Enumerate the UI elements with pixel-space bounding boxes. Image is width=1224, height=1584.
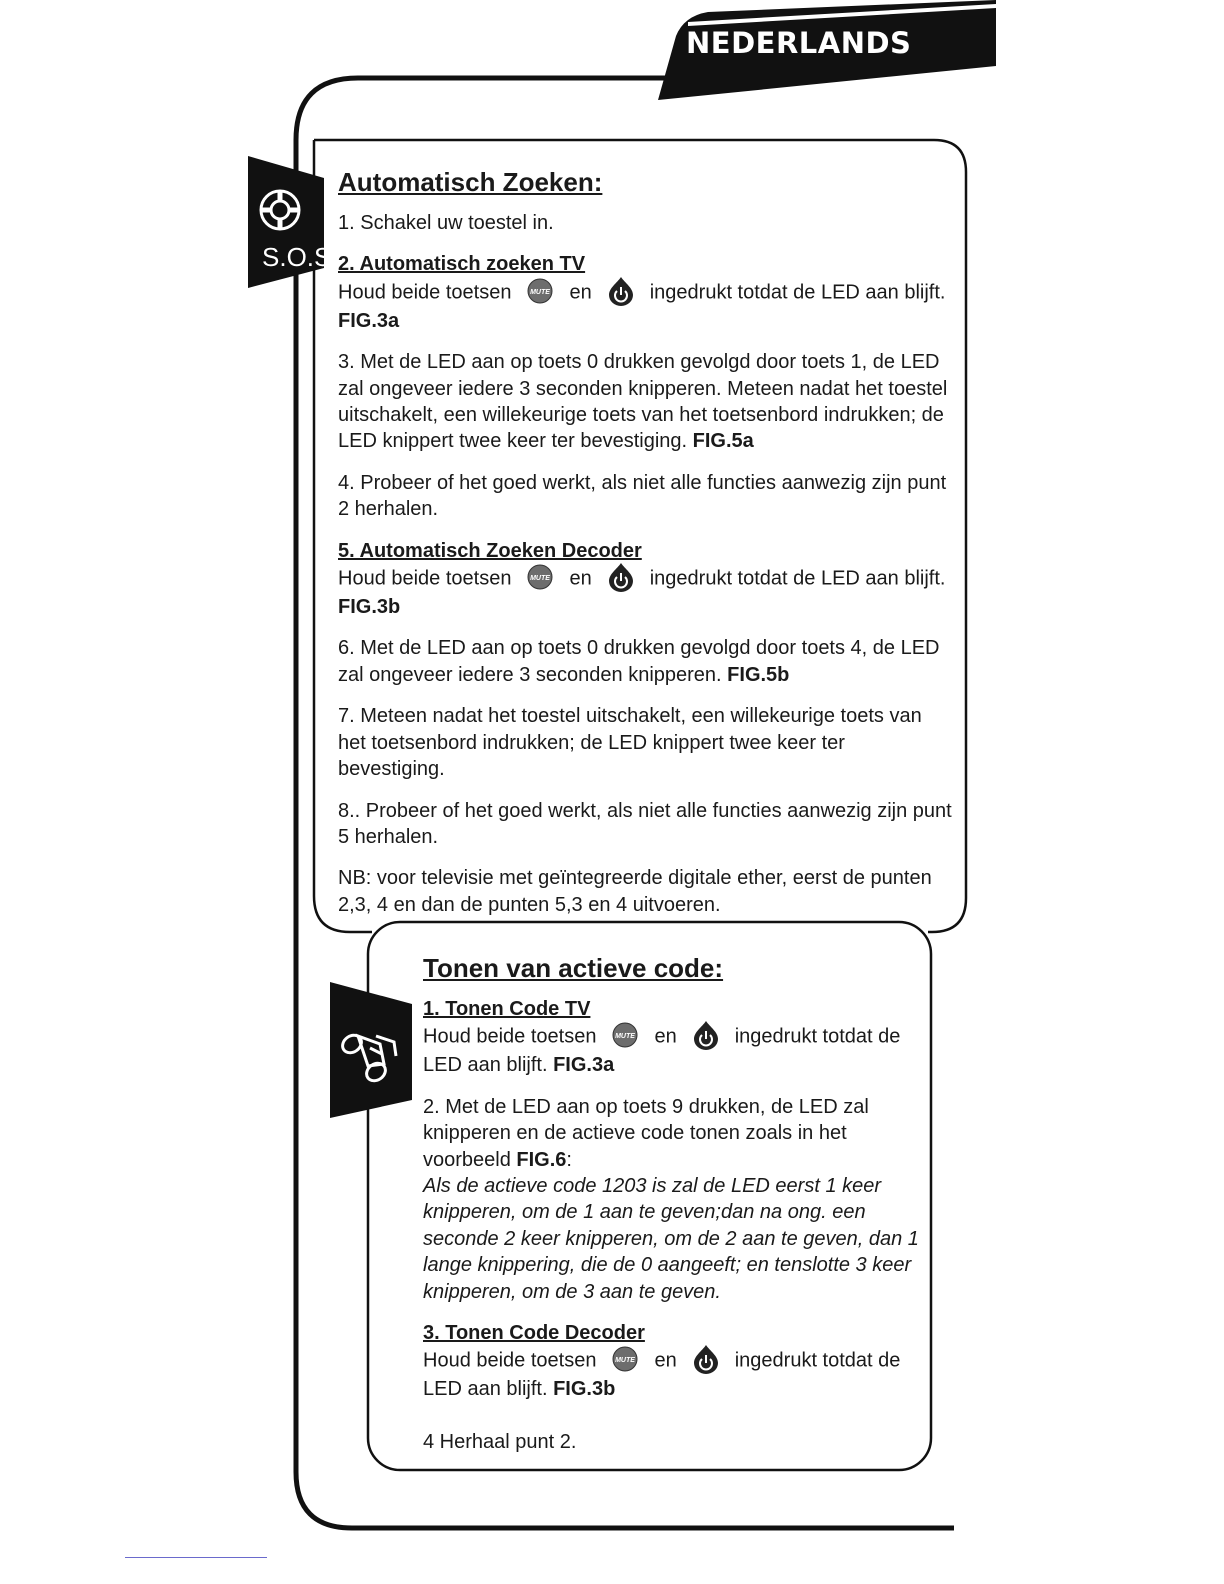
auto-search-step5-text-c: ingedrukt totdat de LED aan blijft. — [649, 567, 946, 590]
mute-button-label: MUTE — [615, 1033, 636, 1041]
active-code-step3 — [423, 1320, 919, 1403]
active-code-step3-text-b: en — [654, 1349, 677, 1372]
auto-search-note: NB: voor televisie met geïntegreerde digitale ether, eerst de punten 2,3, 4 en dan de punten 5,3 en 4 uitvoeren. — [338, 867, 932, 916]
active-code-step1-text-c: ingedrukt totdat de LED aan blijft. — [423, 1025, 901, 1077]
auto-search-step2-fig: FIG.3a — [338, 309, 400, 332]
auto-search-step2-title: 2. Automatisch zoeken TV — [338, 253, 586, 276]
mute-button-label: MUTE — [615, 1357, 636, 1365]
auto-search-step1: 1. Schakel uw toestel in. — [338, 212, 554, 234]
mute-button-icon — [527, 278, 553, 304]
active-code-step3-title: 3. Tonen Code Decoder — [423, 1322, 645, 1345]
active-code-step2-fig: FIG.6 — [516, 1148, 567, 1171]
auto-search-step5-fig: FIG.3b — [338, 596, 401, 619]
auto-search-step5-text-a: Houd beide toetsen — [338, 567, 512, 590]
auto-search-section — [338, 166, 954, 933]
language-tab: NEDERLANDS — [686, 26, 912, 60]
active-code-step3-text-a: Houd beide toetsen — [423, 1349, 597, 1372]
auto-search-step5 — [338, 538, 954, 621]
active-code-step2-text: 2. Met de LED aan op toets 9 drukken, de LED zal knipperen en de actieve code tonen zoals in het voorbeeld — [423, 1095, 869, 1171]
mute-button-icon — [527, 564, 553, 590]
auto-search-step2 — [338, 251, 954, 334]
active-code-step1-text-a: Houd beide toetsen — [423, 1025, 597, 1048]
power-button-icon — [608, 276, 634, 306]
active-code-step1-title: 1. Tonen Code TV — [423, 998, 591, 1020]
auto-search-step3-fig: FIG.5a — [692, 430, 754, 453]
power-button-icon — [608, 562, 634, 592]
auto-search-step2-text-a: Houd beide toetsen — [338, 281, 512, 304]
active-code-section — [423, 952, 919, 1470]
auto-search-step3 — [338, 349, 954, 455]
active-code-step2 — [423, 1094, 919, 1305]
power-button-icon — [693, 1344, 719, 1374]
mute-button-label: MUTE — [530, 575, 551, 583]
footer-link-underline — [125, 1557, 267, 1558]
auto-search-step5-text-b: en — [569, 567, 592, 590]
auto-search-step4: 4. Probeer of het goed werkt, als niet alle functies aanwezig zijn punt 2 herhalen. — [338, 471, 947, 521]
active-code-step3-fig: FIG.3b — [553, 1378, 616, 1401]
active-code-step3-text-c: ingedrukt totdat de LED aan blijft. — [423, 1349, 901, 1401]
auto-search-step5-title: 5. Automatisch Zoeken Decoder — [338, 539, 642, 562]
active-code-step1-fig: FIG.3a — [553, 1054, 615, 1077]
active-code-title: Tonen van actieve code: — [423, 953, 724, 983]
active-code-step1-text-b: en — [654, 1025, 677, 1048]
binoculars-badge — [330, 982, 414, 1120]
sos-label: S.O.S. — [262, 242, 339, 272]
auto-search-step2-text-c: ingedrukt totdat de LED aan blijft. — [649, 281, 946, 304]
mute-button-label: MUTE — [530, 288, 551, 296]
mute-button-icon — [612, 1346, 638, 1372]
auto-search-step2-text-b: en — [569, 281, 592, 304]
active-code-step4: 4 Herhaal punt 2. — [423, 1430, 577, 1453]
auto-search-title: Automatisch Zoeken: — [338, 167, 603, 197]
auto-search-step6-fig: FIG.5b — [727, 663, 790, 686]
active-code-step2-example: Als de actieve code 1203 is zal de LED eerst 1 keer knipperen, om de 1 aan te geven;dan na ong. een seconde 2 keer knipperen, om de 2 aan te geven, dan 1 lange knippering, die de 0 aangeeft; en tenslotte 3 keer knipperen, om de 3 aan te geven. — [423, 1175, 919, 1303]
auto-search-step6 — [338, 635, 954, 688]
power-button-icon — [693, 1020, 719, 1050]
active-code-step1 — [423, 996, 919, 1079]
auto-search-step8: 8.. Probeer of het goed werkt, als niet alle functies aanwezig zijn punt 5 herhalen. — [338, 799, 952, 848]
sos-badge — [246, 156, 339, 290]
auto-search-step3-text: 3. Met de LED aan op toets 0 drukken gevolgd door toets 1, de LED zal ongeveer iedere 3 seconden knipperen. Meteen nadat het toestel uitschakelt, een willekeurige toets van het toetsenbord indrukken; de LED knippert twee keer ter bevestiging. — [338, 351, 948, 453]
auto-search-step6-text: 6. Met de LED aan op toets 0 drukken gevolgd door toets 4, de LED zal ongeveer iedere 3 seconden knipperen. — [338, 637, 940, 686]
auto-search-step7: 7. Meteen nadat het toestel uitschakelt, een willekeurige toets van het toetsenbord indrukken; de LED knippert twee keer ter bevestiging. — [338, 705, 922, 781]
mute-button-icon — [612, 1022, 638, 1048]
active-code-step2-colon: : — [566, 1148, 572, 1171]
